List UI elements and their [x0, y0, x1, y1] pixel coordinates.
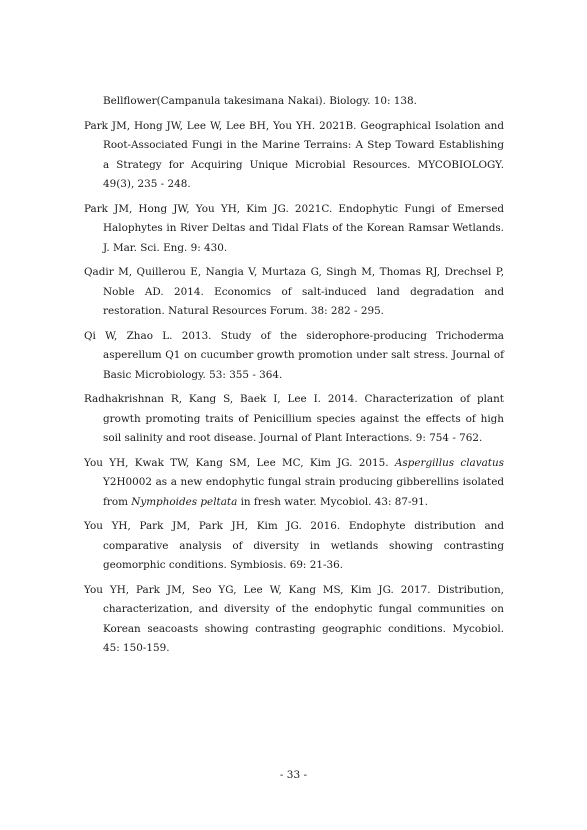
reference-text: Qi W, Zhao L. 2013. Study of the siderophore-producing Trichoderma asperellum Q1 on cucumber growth promotion under salt stress. Journal of Basic Microbiology. 53: 355 - 364. — [84, 329, 504, 381]
species-name: Aspergillus clavatus — [394, 456, 504, 469]
reference-list — [84, 92, 504, 664]
reference-text: Y2H0002 as a new endophytic fungal strain producing gibberellins isolated from — [103, 476, 504, 508]
species-name: Nymphoides peltata — [131, 495, 238, 508]
reference-entry — [84, 327, 504, 386]
reference-text: Park JM, Hong JW, You YH, Kim JG. 2021C. Endophytic Fungi of Emersed Halophytes in River Deltas and Tidal Flats of the Korean Ramsar Wetlands. J. Mar. Sci. Eng. 9: 430. — [84, 202, 504, 254]
reference-text: You YH, Kwak TW, Kang SM, Lee MC, Kim JG. 2015. — [84, 456, 395, 469]
reference-text: Qadir M, Quillerou E, Nangia V, Murtaza G, Singh M, Thomas RJ, Drechsel P, Noble AD. 2014. Economics of salt-induced land degradation and restoration. Natural Resources Forum. 38: 282 - 295. — [84, 266, 504, 317]
reference-text: You YH, Park JM, Seo YG, Lee W, Kang MS, Kim JG. 2017. Distribution, characterization, and diversity of the endophytic fungal communities on Korean seacoasts showing contrasting geographic conditions. Mycobiol. 45: 150-159. — [84, 583, 504, 654]
reference-entry — [84, 581, 504, 659]
reference-entry — [84, 390, 504, 449]
page-number: - 33 - — [279, 769, 308, 781]
reference-text: Park JM, Hong JW, Lee W, Lee BH, You YH. 2021B. Geographical Isolation and Root-Associated Fungi in the Marine Terrains: A Step Toward Establishing a Strategy for Acquiring Unique Microbial Resources. MYCOBIOLOGY. 49(3), 235 - 248. — [84, 119, 504, 190]
reference-text: You YH, Park JM, Park JH, Kim JG. 2016. Endophyte distribution and comparative analysis of diversity in wetlands showing contrasting geomorphic conditions. Symbiosis. 69: 21-36. — [84, 520, 504, 571]
reference-entry — [84, 117, 504, 195]
reference-text: in fresh water. Mycobiol. 43: 87-91. — [237, 495, 429, 508]
reference-entry — [84, 200, 504, 259]
reference-entry — [84, 517, 504, 576]
reference-text: Bellflower(Campanula takesimana Nakai). Biology. 10: 138. — [103, 95, 417, 107]
reference-entry — [84, 454, 504, 513]
reference-text: Radhakrishnan R, Kang S, Baek I, Lee I. 2014. Characterization of plant growth promoting traits of Penicillium species against the effects of high soil salinity and root disease. Journal of Plant Interactions. 9: 754 - 762. — [84, 393, 504, 444]
reference-entry — [84, 92, 504, 112]
reference-entry — [84, 263, 504, 322]
